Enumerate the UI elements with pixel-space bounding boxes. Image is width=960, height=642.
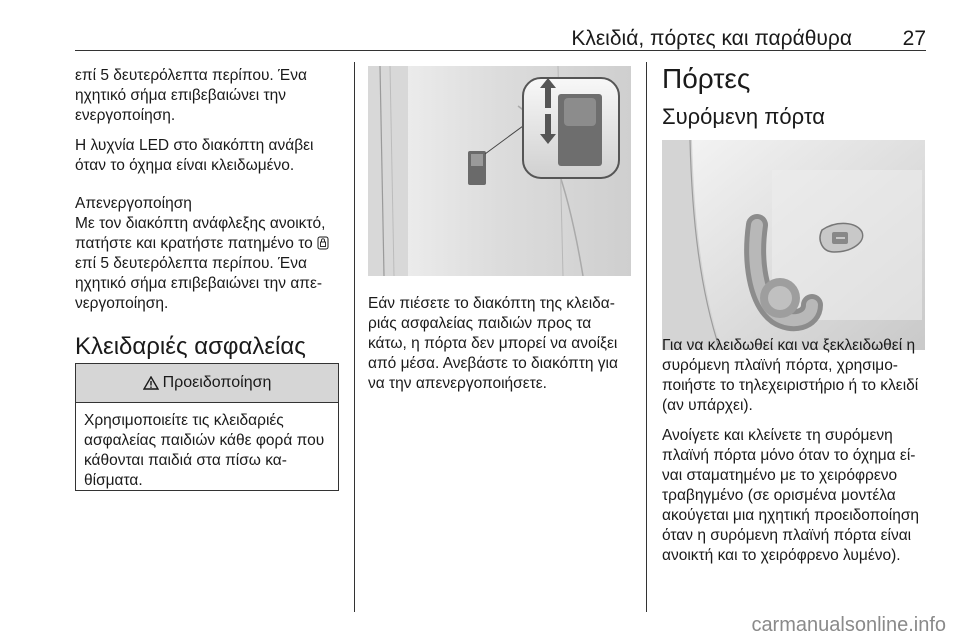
page-number: 27 [902,27,926,50]
subheading-deactivation: Απενεργοποίηση [75,195,192,212]
chapter-title: Κλειδιά, πόρτες και παράθυρα [571,27,852,50]
paragraph: Για να κλειδωθεί και να ξεκλειδωθεί η συρόμενη πλαϊνή πόρτα, χρησιμο-ποιήστε το τηλεχειριστήριο ή το κλειδί (αν υπάρχει). [662,337,919,414]
warning-title: Προειδοποίηση [162,374,272,391]
warning-text: Χρησιμοποιείτε τις κλειδαριές ασφαλείας παιδιών κάθε φορά που κάθονται παιδιά στα πίσω κα-θίσματα. [84,412,325,489]
page-header [0,0,960,60]
paragraph-text: Με τον διακόπτη ανάφλεξης ανοικτό, πατήστε και κρατήστε πατημένο το [75,215,326,252]
watermark: carmanualsonline.info [751,614,946,636]
paragraph-text: επί 5 δευτερόλεπτα περίπου. Ένα ηχητικό σήμα επιβεβαιώνει την απε-νεργοποίηση. [75,255,323,312]
section-title-doors: Πόρτες [662,63,751,94]
illustration-caption: Εάν πιέσετε το διακόπτη της κλειδα-ριάς ασφαλείας παιδιών προς τα κάτω, η πόρτα δεν μπορεί να ανοίξει από μέσα. Ανεβάστε το διακόπτη για να την απενεργοποιήσετε. [368,295,618,392]
column-right [662,336,930,576]
subsection-title-sliding-door: Συρόμενη πόρτα [662,104,825,129]
column-divider [354,62,355,612]
lock-button-icon [317,236,329,250]
paragraph: επί 5 δευτερόλεπτα περίπου. Ένα ηχητικό σήμα επιβεβαιώνει την ενεργοποίηση. [75,67,307,124]
header-rule [75,50,926,51]
column-middle [368,294,634,404]
column-left [75,66,345,404]
child-lock-drawing [368,66,631,276]
sliding-door-illustration [662,140,925,350]
paragraph: Η λυχνία LED στο διακόπτη ανάβει όταν το όχημα είναι κλειδωμένο. [75,137,314,174]
section-title-child-locks: Κλειδαριές ασφαλείας [75,333,306,360]
warning-header [76,364,338,403]
child-lock-illustration [368,66,631,276]
sliding-door-drawing [662,140,925,350]
warning-triangle-icon [143,376,159,390]
warning-box [75,363,339,491]
paragraph: Ανοίγετε και κλείνετε τη συρόμενη πλαϊνή πόρτα μόνο όταν το όχημα εί-ναι σταματημένο με το χειρόφρενο τραβηγμένο (σε ορισμένα μοντέλα ακούγεται μια ηχητική προειδοποίηση όταν η συρόμενη πλαϊνή πόρτα είναι ανοικτή και το χειρόφρενο λυμένο). [662,427,920,564]
paragraph [75,214,345,314]
column-divider [646,62,647,612]
